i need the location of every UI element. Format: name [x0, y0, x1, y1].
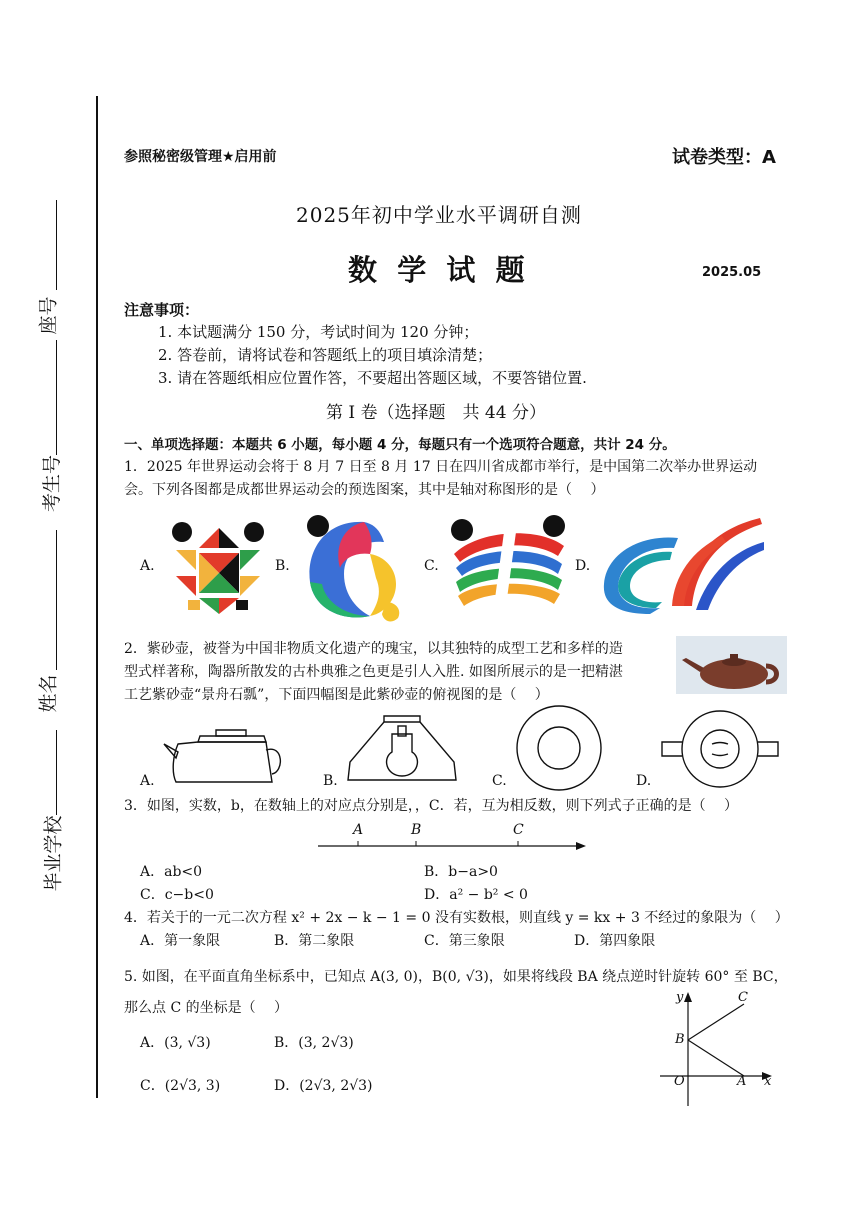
q2-view-c: [514, 704, 604, 792]
q1-line2: 会。下列各图都是成都世界运动会的预选图案，其中是轴对称图形的是（ ）: [124, 482, 605, 498]
q2-line2: 型式样著称，陶器所散发的古朴典雅之色更是引人入胜. 如图所展示的是一把精湛: [124, 664, 623, 680]
name-label: 姓名: [37, 674, 60, 713]
q4-option-c: C．第三象限: [424, 933, 505, 949]
paper-type: 试卷类型：A: [672, 147, 776, 168]
q3-axis-label-b: B: [411, 822, 422, 838]
sidebar-fields: [18, 190, 66, 1090]
q3-option-d: D．a² − b² < 0: [424, 887, 528, 903]
exam-no-label: 考生号: [41, 454, 64, 513]
q4-question: 4．若关于的一元二次方程 x² + 2x − k − 1 = 0 没有实数根，则直线 y = kx + 3 不经过的象限为（ ）: [124, 910, 789, 926]
name-line: [56, 530, 57, 670]
q2-label-b: B.: [323, 773, 338, 789]
q5-fig-y: y: [676, 990, 684, 1005]
subject-title: 数 学 试 题: [348, 253, 525, 287]
q5-option-a: A．(3, √3): [140, 1035, 211, 1051]
q5-fig-a: A: [737, 1074, 747, 1089]
q3-question: 3．如图，实数，b，在数轴上的对应点分别是，，C．若，互为相反数，则下列式子正确的是（ ）: [124, 798, 739, 814]
q2-view-b: [344, 712, 460, 788]
q1-line1: 1．2025 年世界运动会将于 8 月 7 日至 8 月 17 日在四川省成都市举行，是中国第二次举办世界运动: [124, 459, 758, 475]
confidential-note: 参照秘密级管理★启用前: [124, 149, 277, 165]
part1-heading: 一、单项选择题：本题共 6 小题，每小题 4 分，每题只有一个选项符合题意，共计 24 分。: [124, 437, 676, 453]
exam-title: 2025年初中学业水平调研自测: [296, 203, 582, 227]
q2-label-a: A.: [140, 773, 155, 789]
q5-fig-b: B: [675, 1032, 685, 1047]
binding-line: [96, 96, 98, 1098]
q5-fig-x: x: [764, 1074, 772, 1089]
q1-logo-a: [166, 520, 272, 616]
q2-line1: 2．紫砂壶，被誉为中国非物质文化遗产的瑰宝，以其独特的成型工艺和多样的造: [124, 641, 623, 657]
q2-line3: 工艺紫砂壶“景舟石瓢”，下面四幅图是此紫砂壶的俯视图的是（ ）: [124, 687, 549, 703]
seat-label: 座号: [37, 296, 60, 335]
q1-label-b: B.: [275, 558, 290, 574]
q3-option-b: B．b−a>0: [424, 864, 498, 880]
exam-date: 2025.05: [702, 265, 762, 280]
q4-option-b: B．第二象限: [274, 933, 355, 949]
seat-line: [56, 200, 57, 290]
q5-line2: 那么点 C 的坐标是（ ）: [124, 1000, 289, 1016]
q1-logo-c: [448, 512, 570, 616]
q5-coordinate-figure: [660, 990, 780, 1108]
q2-view-a: [160, 722, 282, 788]
q1-label-a: A.: [140, 558, 155, 574]
notice-heading: 注意事项：: [124, 301, 200, 319]
q2-label-c: C.: [492, 773, 507, 789]
school-label: 毕业学校: [42, 815, 65, 892]
q4-option-a: A．第一象限: [140, 933, 221, 949]
q5-option-d: D．(2√3, 2√3): [274, 1078, 373, 1094]
school-line: [56, 730, 57, 815]
exam-no-line: [56, 340, 57, 455]
q4-option-d: D．第四象限: [574, 933, 656, 949]
q3-axis-label-a: A: [353, 822, 364, 838]
q2-label-d: D.: [636, 773, 652, 789]
q5-option-c: C．(2√3, 3): [140, 1078, 221, 1094]
q2-view-d: [660, 708, 780, 790]
q5-option-b: B．(3, 2√3): [274, 1035, 354, 1051]
q3-option-a: A．ab<0: [140, 864, 203, 880]
q5-fig-c: C: [738, 990, 748, 1005]
q5-line1: 5. 如图，在平面直角坐标系中，已知点 A(3, 0)，B(0, √3)，如果将线段 BA 绕点逆时针旋转 60° 至 BC，: [124, 969, 788, 985]
q3-option-c: C．c−b<0: [140, 887, 214, 903]
q1-logo-b: [304, 512, 410, 624]
notice-item-1: 1. 本试题满分 150 分，考试时间为 120 分钟；: [158, 323, 479, 341]
q1-label-d: D.: [575, 558, 591, 574]
notice-item-3: 3. 请在答题纸相应位置作答，不要超出答题区域，不要答错位置.: [158, 369, 587, 387]
notice-item-2: 2. 答卷前，请将试卷和答题纸上的项目填涂清楚；: [158, 346, 493, 364]
q1-logo-d: [600, 514, 764, 614]
teapot-photo: [676, 636, 787, 694]
q1-label-c: C.: [424, 558, 439, 574]
q3-axis-label-c: C: [513, 822, 524, 838]
section-title: 第 I 卷（选择题 共 44 分）: [326, 403, 546, 423]
q5-fig-o: O: [674, 1074, 685, 1089]
